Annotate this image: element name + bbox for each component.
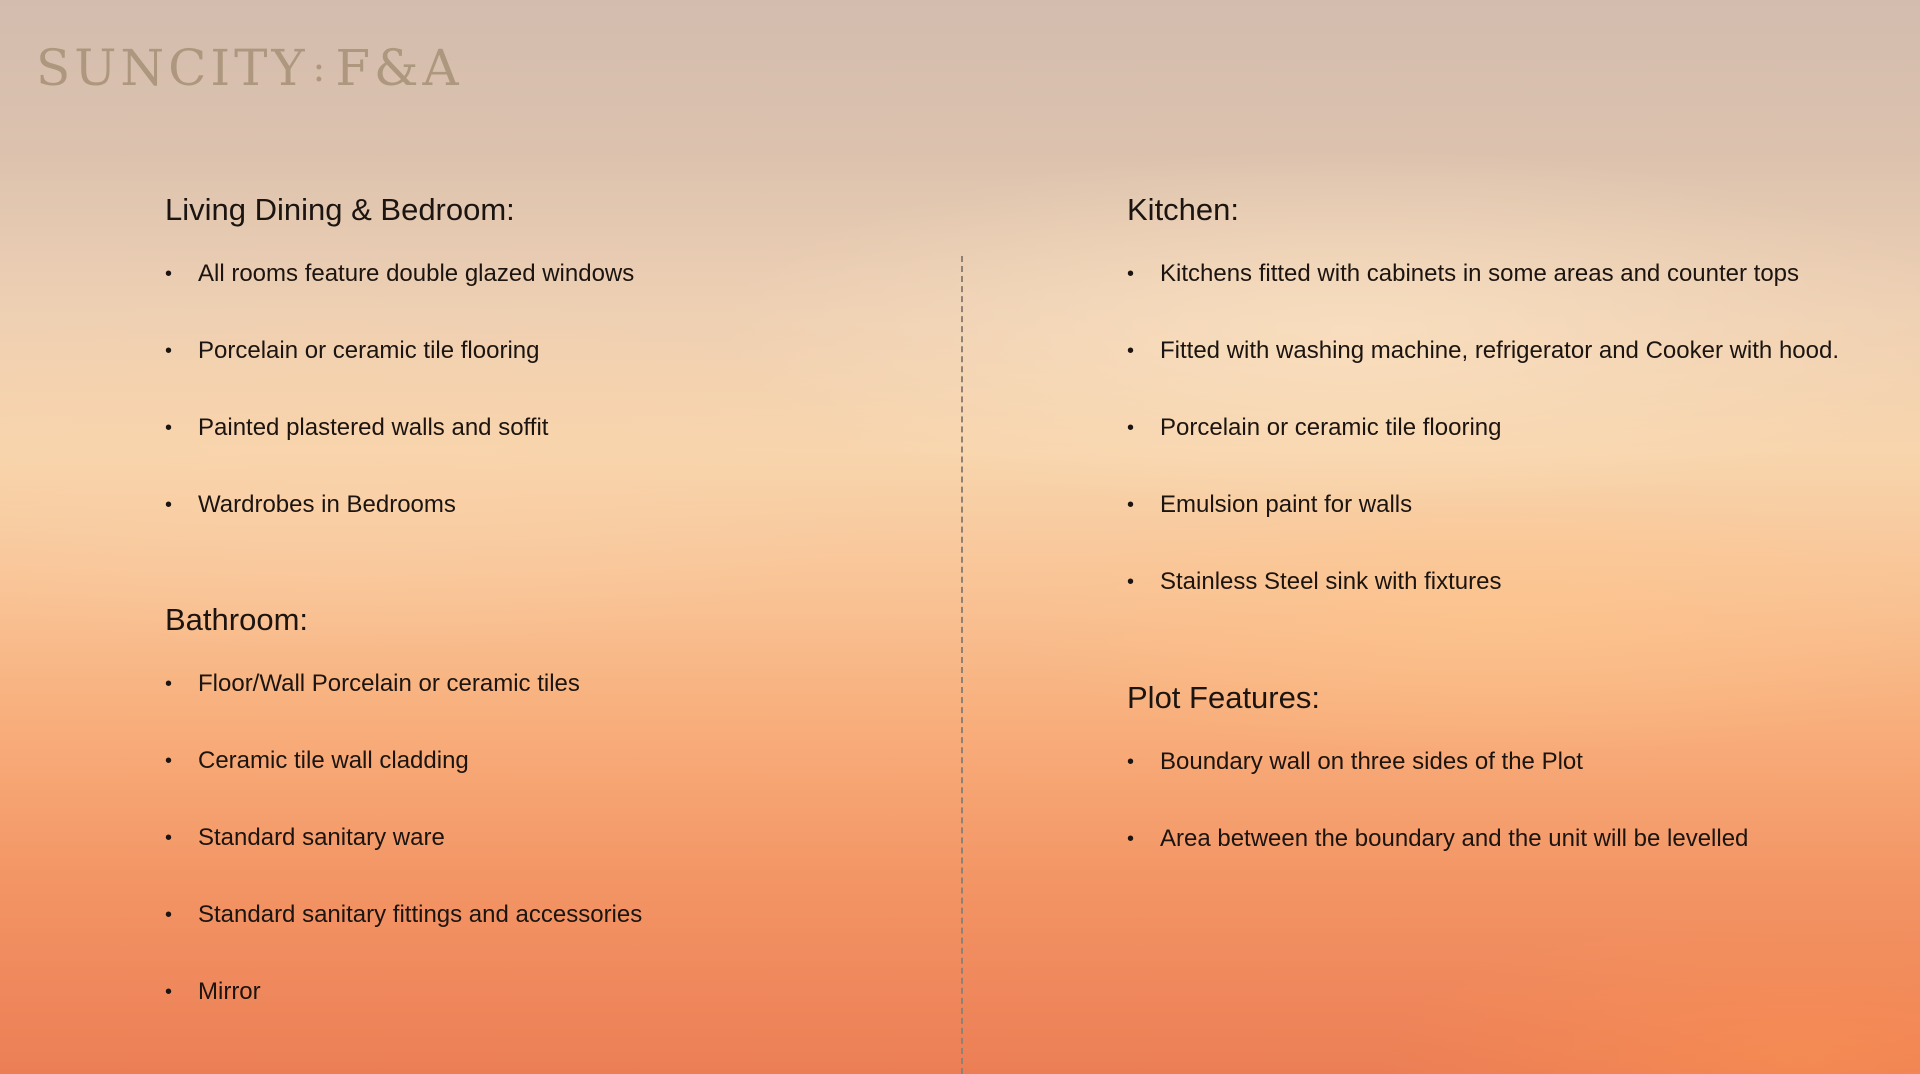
- bullet-icon: •: [165, 494, 173, 516]
- section-title: Kitchen:: [1127, 192, 1240, 227]
- feature-list: [165, 660, 925, 1016]
- list-item: [165, 327, 925, 375]
- bullet-icon: •: [165, 750, 173, 772]
- bullet-icon: •: [1127, 340, 1135, 362]
- list-item-text: Porcelain or ceramic tile flooring: [1160, 414, 1502, 441]
- list-item: [165, 481, 925, 529]
- list-item-text: Porcelain or ceramic tile flooring: [198, 337, 540, 364]
- section-living-dining-bedroom: [165, 188, 925, 529]
- bullet-icon: •: [1127, 828, 1135, 850]
- feature-list: [1127, 250, 1887, 606]
- feature-list: [1127, 738, 1887, 863]
- right-column: [1127, 188, 1887, 915]
- list-item-text: Painted plastered walls and soffit: [198, 414, 549, 441]
- brand-logo: [36, 38, 463, 98]
- bullet-icon: •: [165, 981, 173, 1003]
- list-item: [1127, 250, 1887, 298]
- list-item-text: Emulsion paint for walls: [1160, 491, 1413, 518]
- list-item-text: Floor/Wall Porcelain or ceramic tiles: [198, 670, 580, 697]
- bullet-icon: •: [1127, 494, 1135, 516]
- list-item: [165, 660, 925, 708]
- section-kitchen: [1127, 188, 1887, 606]
- list-item-text: Standard sanitary fittings and accessories: [198, 901, 643, 928]
- list-item: [165, 250, 925, 298]
- list-item: [165, 968, 925, 1016]
- logo-suffix: F&A: [335, 39, 463, 97]
- list-item-text: Wardrobes in Bedrooms: [198, 491, 456, 518]
- bullet-icon: •: [165, 417, 173, 439]
- section-title: Plot Features:: [1127, 680, 1320, 715]
- list-item: [1127, 404, 1887, 452]
- bullet-icon: •: [165, 340, 173, 362]
- bullet-icon: •: [1127, 417, 1135, 439]
- list-item-text: Standard sanitary ware: [198, 824, 445, 851]
- section-title: Living Dining & Bedroom:: [165, 192, 515, 227]
- bullet-icon: •: [165, 904, 173, 926]
- list-item: [1127, 481, 1887, 529]
- logo-text: SUNCITY: [36, 39, 309, 97]
- logo-separator: :: [312, 46, 330, 90]
- list-item-text: All rooms feature double glazed windows: [198, 260, 635, 287]
- list-item: [165, 891, 925, 939]
- list-item: [1127, 327, 1887, 375]
- bullet-icon: •: [1127, 571, 1135, 593]
- list-item: [1127, 738, 1887, 786]
- list-item: [1127, 815, 1887, 863]
- section-bathroom: [165, 598, 925, 1016]
- list-item: [165, 404, 925, 452]
- feature-list: [165, 250, 925, 529]
- bullet-icon: •: [1127, 263, 1135, 285]
- list-item-text: Fitted with washing machine, refrigerator and Cooker with hood.: [1160, 337, 1840, 364]
- bullet-icon: •: [165, 827, 173, 849]
- list-item-text: Stainless Steel sink with fixtures: [1160, 568, 1502, 595]
- column-divider: [961, 256, 963, 1074]
- list-item-text: Boundary wall on three sides of the Plot: [1160, 748, 1583, 775]
- bullet-icon: •: [165, 673, 173, 695]
- list-item: [165, 737, 925, 785]
- list-item: [1127, 558, 1887, 606]
- bullet-icon: •: [165, 263, 173, 285]
- list-item-text: Kitchens fitted with cabinets in some areas and counter tops: [1160, 260, 1800, 287]
- section-plot-features: [1127, 676, 1887, 863]
- list-item-text: Ceramic tile wall cladding: [198, 747, 469, 774]
- list-item: [165, 814, 925, 862]
- list-item-text: Area between the boundary and the unit will be levelled: [1160, 825, 1749, 852]
- bullet-icon: •: [1127, 751, 1135, 773]
- left-column: [165, 188, 925, 1068]
- section-title: Bathroom:: [165, 602, 309, 637]
- list-item-text: Mirror: [198, 978, 261, 1005]
